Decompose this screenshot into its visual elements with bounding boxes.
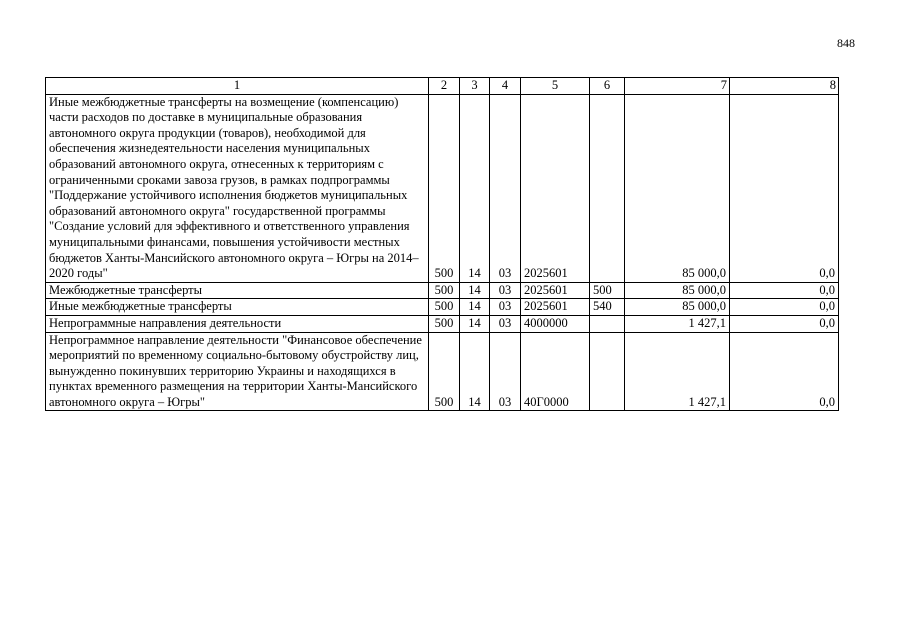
cell-col-5: 40Г0000	[521, 332, 590, 411]
page-number: 848	[837, 36, 855, 50]
cell-col-2: 500	[429, 332, 460, 411]
row-name: Непрограммное направление деятельности "Финансовое обеспечение мероприятий по временному социально-бытовому обустройству лиц, вынужденно покинувших территорию Украины и находящихся в пунктах временного размещения на территории Ханты-Мансийского автономного округа – Югры"	[46, 332, 429, 411]
budget-table	[45, 77, 839, 411]
cell-col-7: 1 427,1	[625, 332, 730, 411]
cell-col-5: 4000000	[521, 315, 590, 332]
table-row	[46, 299, 839, 316]
cell-col-3: 14	[460, 299, 490, 316]
cell-col-6: 500	[590, 282, 625, 299]
column-header-7: 7	[625, 78, 730, 95]
cell-col-3: 14	[460, 332, 490, 411]
cell-col-7: 85 000,0	[625, 282, 730, 299]
table-header-row	[46, 78, 839, 95]
cell-col-8: 0,0	[730, 282, 839, 299]
row-name: Иные межбюджетные трансферты на возмещение (компенсацию) части расходов по доставке в муниципальные образования автономного округа продукции (товаров), необходимой для обеспечения жизнедеятельности населения муниципальных образований автономного округа, отнесенных к территориям с ограниченными сроками завоза грузов, в рамках подпрограммы "Поддержание устойчивого исполнения бюджетов муниципальных образований автономного округа" государственной программы "Создание условий для эффективного и ответственного управления муниципальными финансами, повышения устойчивости местных бюджетов Ханты-Мансийского автономного округа – Югры на 2014–2020 годы"	[46, 94, 429, 282]
cell-col-6: 540	[590, 299, 625, 316]
column-header-3: 3	[460, 78, 490, 95]
cell-col-4: 03	[490, 299, 521, 316]
cell-col-8: 0,0	[730, 94, 839, 282]
cell-col-7: 85 000,0	[625, 299, 730, 316]
cell-col-6	[590, 315, 625, 332]
cell-col-3: 14	[460, 282, 490, 299]
cell-col-5: 2025601	[521, 94, 590, 282]
column-header-8: 8	[730, 78, 839, 95]
column-header-4: 4	[490, 78, 521, 95]
cell-col-8: 0,0	[730, 332, 839, 411]
column-header-5: 5	[521, 78, 590, 95]
cell-col-2: 500	[429, 299, 460, 316]
cell-col-2: 500	[429, 315, 460, 332]
row-name: Иные межбюджетные трансферты	[46, 299, 429, 316]
cell-col-4: 03	[490, 282, 521, 299]
cell-col-6	[590, 94, 625, 282]
cell-col-7: 85 000,0	[625, 94, 730, 282]
table-row	[46, 282, 839, 299]
cell-col-2: 500	[429, 282, 460, 299]
row-name: Непрограммные направления деятельности	[46, 315, 429, 332]
cell-col-6	[590, 332, 625, 411]
table-row	[46, 315, 839, 332]
column-header-1: 1	[46, 78, 429, 95]
cell-col-4: 03	[490, 332, 521, 411]
cell-col-2: 500	[429, 94, 460, 282]
column-header-6: 6	[590, 78, 625, 95]
cell-col-4: 03	[490, 315, 521, 332]
column-header-2: 2	[429, 78, 460, 95]
cell-col-5: 2025601	[521, 282, 590, 299]
table-row	[46, 332, 839, 411]
cell-col-5: 2025601	[521, 299, 590, 316]
cell-col-8: 0,0	[730, 299, 839, 316]
cell-col-4: 03	[490, 94, 521, 282]
cell-col-8: 0,0	[730, 315, 839, 332]
cell-col-3: 14	[460, 315, 490, 332]
cell-col-7: 1 427,1	[625, 315, 730, 332]
table-row	[46, 94, 839, 282]
cell-col-3: 14	[460, 94, 490, 282]
row-name: Межбюджетные трансферты	[46, 282, 429, 299]
